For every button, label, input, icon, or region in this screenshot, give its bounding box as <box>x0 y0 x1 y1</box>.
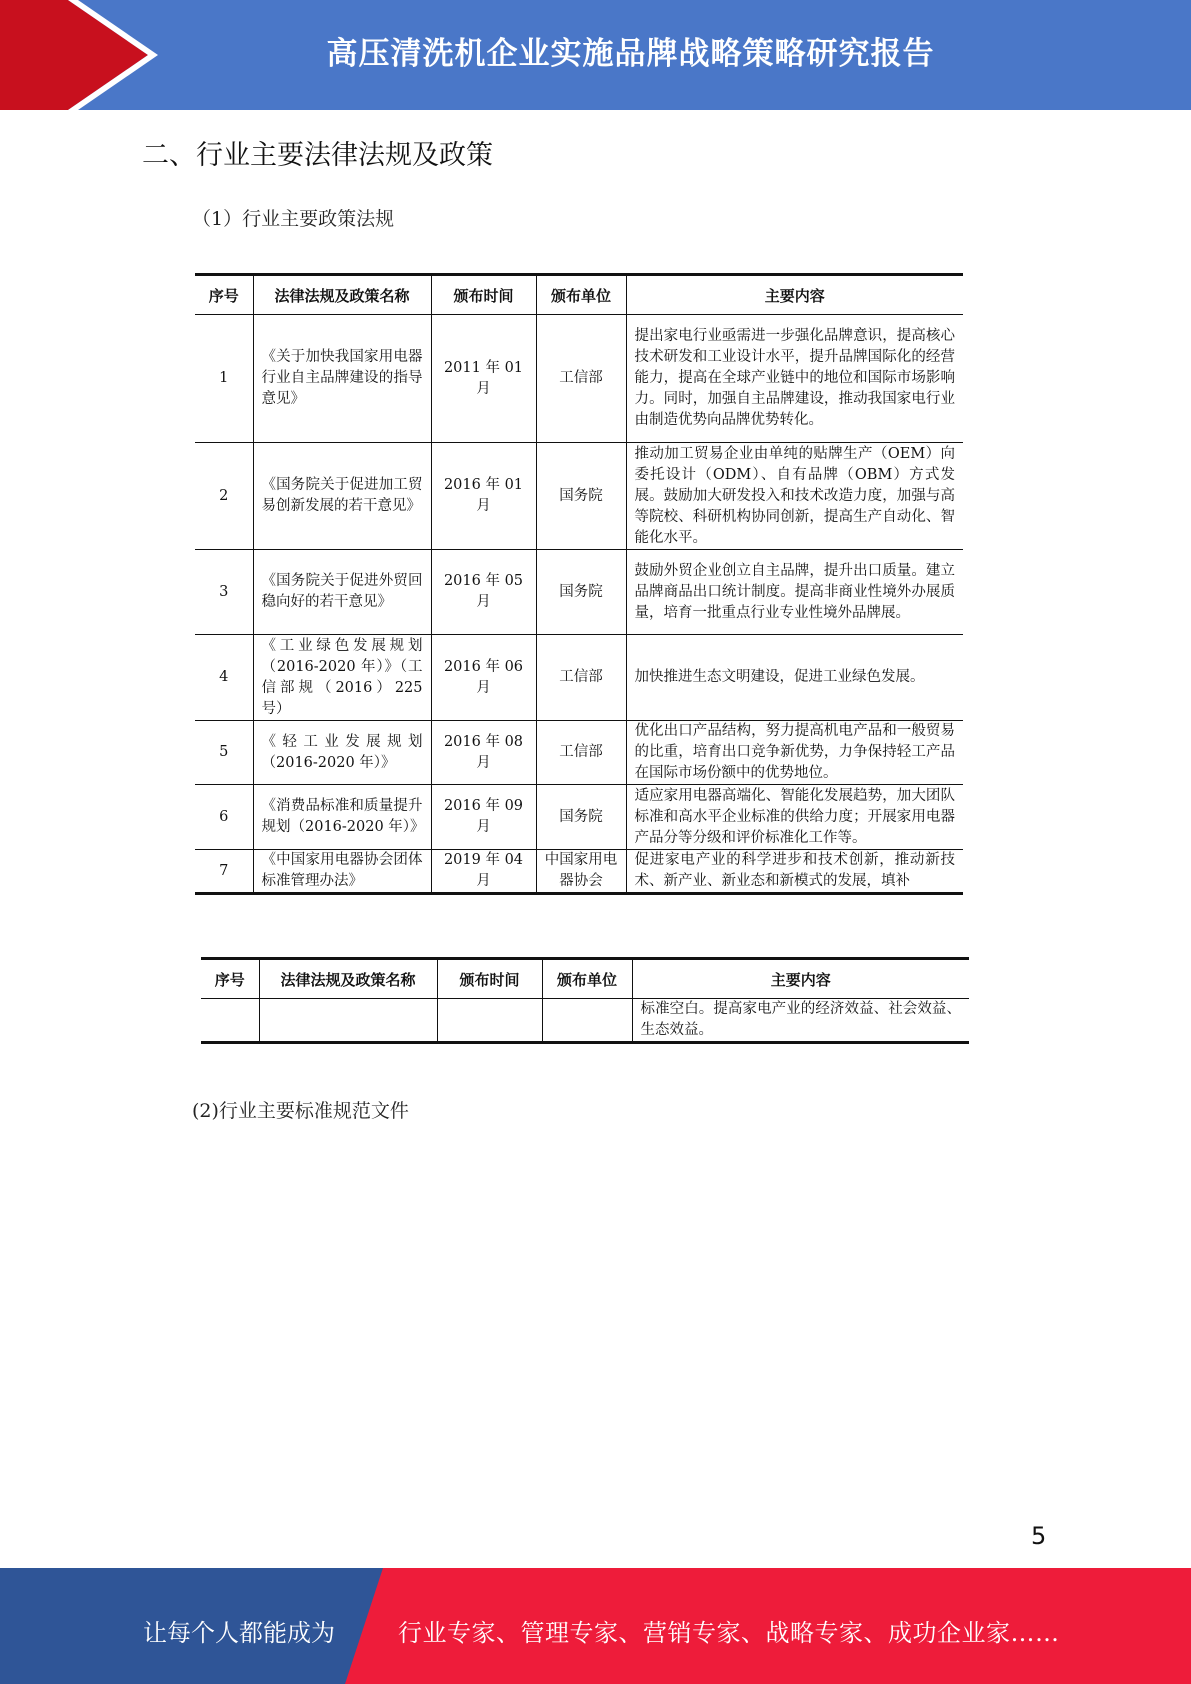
issuing-body: 工信部 <box>536 635 626 721</box>
table-header-row <box>201 959 969 999</box>
table-row <box>195 721 963 785</box>
table-row <box>201 999 969 1043</box>
policy-name: 《国务院关于促进加工贸易创新发展的若干意见》 <box>253 443 431 550</box>
header-bar <box>0 0 1191 110</box>
column-header: 颁布单位 <box>536 275 626 315</box>
table-row <box>195 315 963 443</box>
policy-name: 《关于加快我国家用电器行业自主品牌建设的指导意见》 <box>253 315 431 443</box>
issue-date <box>437 999 542 1043</box>
issue-date: 2011 年 01 月 <box>431 315 536 443</box>
subsection-title-standards: (2)行业主要标准规范文件 <box>192 1100 409 1122</box>
row-number: 4 <box>195 635 253 721</box>
issue-date: 2016 年 01 月 <box>431 443 536 550</box>
issuing-body: 中国家用电器协会 <box>536 850 626 894</box>
policy-table-continued <box>201 957 969 1044</box>
row-number: 6 <box>195 785 253 850</box>
policy-content: 标准空白。提高家电产业的经济效益、社会效益、生态效益。 <box>632 999 969 1043</box>
column-header: 主要内容 <box>626 275 963 315</box>
row-number: 3 <box>195 550 253 635</box>
table-row <box>195 550 963 635</box>
policy-content: 适应家用电器高端化、智能化发展趋势，加大团队标准和高水平企业标准的供给力度；开展家用电器产品分等分级和评价标准化工作等。 <box>626 785 963 850</box>
column-header: 法律法规及政策名称 <box>259 959 437 999</box>
section-title: 二、行业主要法律法规及政策 <box>142 140 493 171</box>
row-number: 2 <box>195 443 253 550</box>
policy-name: 《消费品标准和质量提升规划（2016-2020 年）》 <box>253 785 431 850</box>
issue-date: 2016 年 06 月 <box>431 635 536 721</box>
row-number: 7 <box>195 850 253 894</box>
policy-content: 提出家电行业亟需进一步强化品牌意识，提高核心技术研发和工业设计水平，提升品牌国际化的经营能力，提高在全球产业链中的地位和国际市场影响力。同时，加强自主品牌建设，推动我国家电行业由制造优势向品牌优势转化。 <box>626 315 963 443</box>
column-header: 主要内容 <box>632 959 969 999</box>
table-row <box>195 785 963 850</box>
page-number: 5 <box>1031 1522 1047 1550</box>
policy-name: 《国务院关于促进外贸回稳向好的若干意见》 <box>253 550 431 635</box>
policy-name: 《工业绿色发展规划（2016-2020 年）》（工信部规（2016）225 号） <box>253 635 431 721</box>
footer-banner <box>0 1568 1191 1684</box>
policy-content: 优化出口产品结构，努力提高机电产品和一般贸易的比重，培育出口竞争新优势，力争保持轻工产品在国际市场份额中的优势地位。 <box>626 721 963 785</box>
row-number: 1 <box>195 315 253 443</box>
row-number: 5 <box>195 721 253 785</box>
issuing-body: 工信部 <box>536 721 626 785</box>
policy-name: 《轻工业发展规划（2016-2020 年）》 <box>253 721 431 785</box>
issue-date: 2016 年 09 月 <box>431 785 536 850</box>
issue-date: 2019 年 04 月 <box>431 850 536 894</box>
report-title: 高压清洗机企业实施品牌战略策略研究报告 <box>326 36 935 72</box>
footer-slogan-right: 行业专家、管理专家、营销专家、战略专家、成功企业家…… <box>398 1619 1060 1647</box>
column-header: 颁布时间 <box>437 959 542 999</box>
table-row <box>195 850 963 894</box>
column-header: 序号 <box>195 275 253 315</box>
footer-slogan-left: 让每个人都能成为 <box>143 1619 335 1647</box>
table-row <box>195 443 963 550</box>
issue-date: 2016 年 05 月 <box>431 550 536 635</box>
issuing-body: 国务院 <box>536 443 626 550</box>
policy-content: 推动加工贸易企业由单纯的贴牌生产（OEM）向委托设计（ODM）、自有品牌（OBM）方式发展。鼓励加大研发投入和技术改造力度，加强与高等院校、科研机构协同创新，提高生产自动化、智能化水平。 <box>626 443 963 550</box>
row-number <box>201 999 259 1043</box>
issuing-body: 国务院 <box>536 785 626 850</box>
policy-name: 《中国家用电器协会团体标准管理办法》 <box>253 850 431 894</box>
issue-date: 2016 年 08 月 <box>431 721 536 785</box>
policy-content: 加快推进生态文明建设，促进工业绿色发展。 <box>626 635 963 721</box>
policy-content: 促进家电产业的科学进步和技术创新，推动新技术、新产业、新业态和新模式的发展，填补 <box>626 850 963 894</box>
column-header: 颁布时间 <box>431 275 536 315</box>
issuing-body <box>542 999 632 1043</box>
policy-content: 鼓励外贸企业创立自主品牌，提升出口质量。建立品牌商品出口统计制度。提高非商业性境外办展质量，培育一批重点行业专业性境外品牌展。 <box>626 550 963 635</box>
issuing-body: 工信部 <box>536 315 626 443</box>
column-header: 序号 <box>201 959 259 999</box>
column-header: 颁布单位 <box>542 959 632 999</box>
table-row <box>195 635 963 721</box>
subsection-title-policies: （1）行业主要政策法规 <box>192 208 395 230</box>
table-header-row <box>195 275 963 315</box>
policy-name <box>259 999 437 1043</box>
issuing-body: 国务院 <box>536 550 626 635</box>
policy-table <box>195 273 963 895</box>
column-header: 法律法规及政策名称 <box>253 275 431 315</box>
